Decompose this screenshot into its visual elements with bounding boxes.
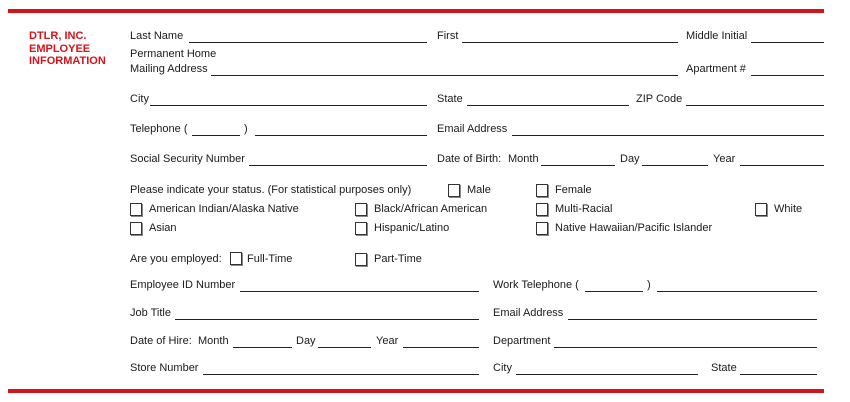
birth-day-label: Day (620, 153, 640, 165)
middle-initial-field[interactable] (751, 42, 824, 43)
birth-year-label: Year (713, 153, 736, 165)
hispanic-checkbox[interactable] (355, 222, 367, 235)
store-number-field[interactable] (203, 374, 479, 375)
city-label: City (130, 93, 149, 105)
last-name-label: Last Name (130, 30, 184, 42)
status-prompt: Please indicate your status. (For statistical purposes only) (130, 184, 412, 196)
male-checkbox[interactable] (448, 184, 460, 197)
hire-day-field[interactable] (318, 347, 371, 348)
department-field[interactable] (554, 347, 817, 348)
email-address-field[interactable] (512, 135, 824, 136)
date-of-hire-label: Date of Hire: (130, 335, 192, 347)
native-hawaiian-label: Native Hawaiian/Pacific Islander (555, 222, 713, 234)
employee-id-field[interactable] (240, 291, 479, 292)
work-email-field[interactable] (568, 319, 817, 320)
mailing-address-label: Mailing Address (130, 63, 208, 75)
full-time-label: Full-Time (247, 253, 293, 265)
middle-initial-label: Middle Initial (686, 30, 748, 42)
title-line-1: DTLR, INC. (29, 30, 87, 42)
birth-month-label: Month (508, 153, 539, 165)
native-hawaiian-checkbox[interactable] (536, 222, 548, 235)
state-label: State (437, 93, 463, 105)
store-state-field[interactable] (740, 374, 817, 375)
work-telephone-label: Work Telephone ( (493, 279, 579, 291)
job-title-field[interactable] (175, 319, 479, 320)
zip-code-label: ZIP Code (636, 93, 683, 105)
white-label: White (774, 203, 803, 215)
last-name-field[interactable] (189, 42, 427, 43)
bottom-rule (8, 389, 824, 393)
employee-id-label: Employee ID Number (130, 279, 236, 291)
state-field[interactable] (467, 105, 629, 106)
hire-month-field[interactable] (233, 347, 292, 348)
store-number-label: Store Number (130, 362, 199, 374)
multi-racial-checkbox[interactable] (536, 203, 548, 216)
asian-checkbox[interactable] (130, 222, 142, 235)
apartment-field[interactable] (751, 75, 824, 76)
store-city-field[interactable] (516, 374, 698, 375)
american-indian-checkbox[interactable] (130, 203, 142, 216)
job-title-label: Job Title (130, 307, 171, 319)
hispanic-label: Hispanic/Latino (374, 222, 450, 234)
black-label: Black/African American (374, 203, 488, 215)
telephone-close-paren: ) (244, 123, 248, 135)
work-email-label: Email Address (493, 307, 564, 319)
form-title (29, 30, 119, 68)
hire-year-field[interactable] (403, 347, 479, 348)
ssn-label: Social Security Number (130, 153, 245, 165)
apartment-label: Apartment # (686, 63, 746, 75)
title-line-2: EMPLOYEE (29, 42, 91, 55)
city-field[interactable] (150, 105, 427, 106)
permanent-home-label: Permanent Home (130, 48, 217, 60)
full-time-checkbox[interactable] (230, 252, 242, 265)
birth-day-field[interactable] (642, 165, 708, 166)
telephone-area-code-field[interactable] (192, 135, 240, 136)
part-time-label: Part-Time (374, 253, 422, 265)
mailing-address-field[interactable] (211, 75, 678, 76)
work-telephone-area-code-field[interactable] (585, 291, 643, 292)
white-checkbox[interactable] (755, 203, 767, 216)
ssn-field[interactable] (249, 165, 427, 166)
store-city-label: City (493, 362, 512, 374)
hire-month-label: Month (198, 335, 229, 347)
date-of-birth-label: Date of Birth: (437, 153, 502, 165)
work-telephone-field[interactable] (657, 291, 817, 292)
email-address-label: Email Address (437, 123, 508, 135)
asian-label: Asian (149, 222, 177, 234)
multi-racial-label: Multi-Racial (555, 203, 613, 215)
store-state-label: State (711, 362, 737, 374)
black-checkbox[interactable] (355, 203, 367, 216)
hire-year-label: Year (376, 335, 399, 347)
birth-month-field[interactable] (541, 165, 615, 166)
title-line-3: INFORMATION (29, 55, 106, 67)
telephone-field[interactable] (255, 135, 427, 136)
top-rule (8, 9, 824, 13)
female-checkbox[interactable] (536, 184, 548, 197)
work-telephone-close-paren: ) (647, 279, 651, 291)
department-label: Department (493, 335, 551, 347)
part-time-checkbox[interactable] (355, 253, 367, 266)
birth-year-field[interactable] (740, 165, 824, 166)
first-name-field[interactable] (462, 42, 678, 43)
are-you-employed-label: Are you employed: (130, 253, 222, 265)
female-label: Female (555, 184, 592, 196)
hire-day-label: Day (296, 335, 316, 347)
zip-code-field[interactable] (686, 105, 824, 106)
telephone-label: Telephone ( (130, 123, 188, 135)
first-name-label: First (437, 30, 459, 42)
american-indian-label: American Indian/Alaska Native (149, 203, 299, 215)
male-label: Male (467, 184, 491, 196)
